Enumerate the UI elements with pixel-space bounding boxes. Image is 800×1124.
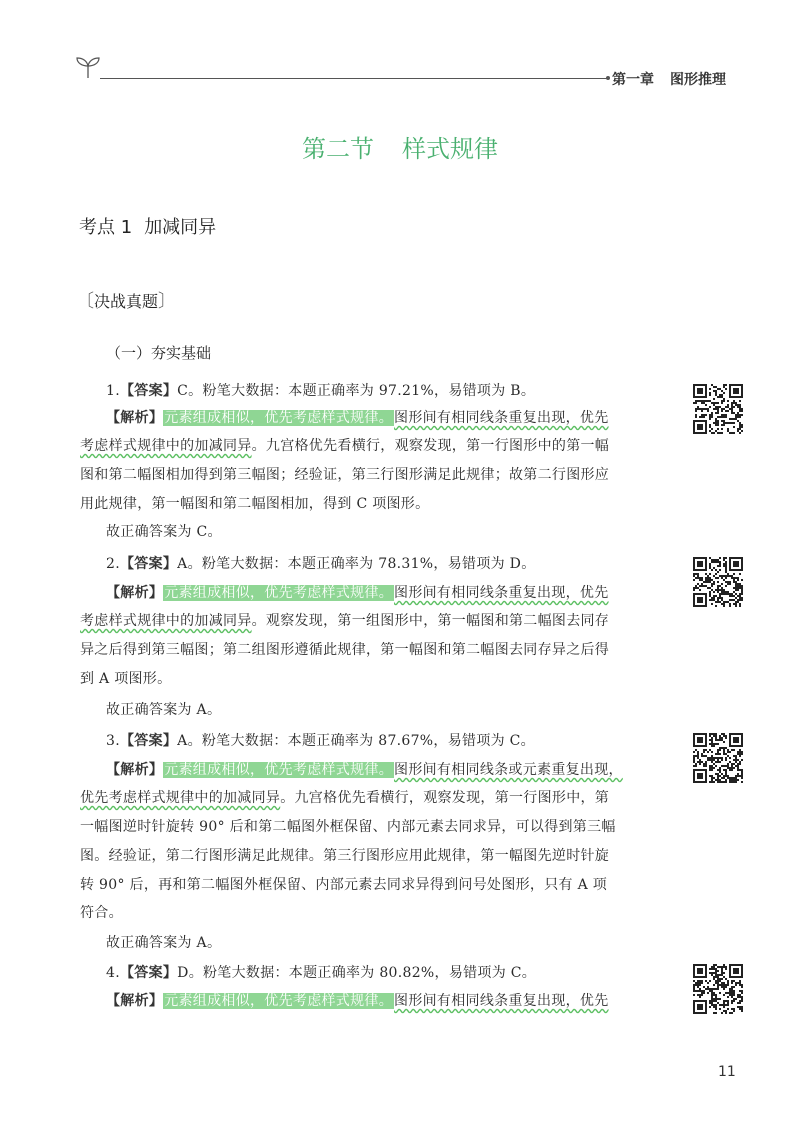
zhenti-heading <box>76 291 176 313</box>
sprout-icon <box>74 54 102 80</box>
qr-code-icon[interactable] <box>693 733 743 783</box>
qr-code-icon[interactable] <box>693 964 743 1014</box>
kaodian-name: 加减同异 <box>144 217 217 238</box>
subsection-heading: （一）夯实基础 <box>106 344 212 362</box>
q3-line: 优先考虑样式规律中的加减同异。九宫格优先看横行，观察发现，第一行图形中，第 <box>80 790 610 806</box>
q2-line: 到 A 项图形。 <box>80 671 172 687</box>
kaodian-label: 考点 1 <box>79 217 133 238</box>
q2-answer: 2.【答案】A。粉笔大数据：本题正确率为 78.31%，易错项为 D。 <box>106 556 536 572</box>
q3-line: 图。经验证，第二行图形满足此规律。第三行图形应用此规律，第一幅图先逆时针旋 <box>80 848 610 864</box>
q2-line: 异之后得到第三幅图；第二组图形遵循此规律，第一幅图和第二幅图去同存异之后得 <box>80 642 610 658</box>
q1-line: 用此规律，第一幅图和第二幅图相加，得到 C 项图形。 <box>80 496 430 512</box>
chapter-topic: 图形推理 <box>670 72 726 88</box>
q1-conclusion: 故正确答案为 C。 <box>106 524 222 540</box>
q3-answer: 3.【答案】A。粉笔大数据：本题正确率为 87.67%，易错项为 C。 <box>106 733 535 749</box>
q3-line: 符合。 <box>80 905 123 921</box>
section-number: 第二节 <box>302 135 374 163</box>
q2-conclusion: 故正确答案为 A。 <box>106 702 222 718</box>
section-title <box>0 134 800 164</box>
header-rule <box>100 78 608 79</box>
header-rule-end <box>606 76 610 80</box>
q3-conclusion: 故正确答案为 A。 <box>106 935 222 951</box>
chapter-label: 第一章 <box>612 72 654 88</box>
q1-analysis: 【解析】元素组成相似，优先考虑样式规律。图形间有相同线条重复出现，优先 <box>106 410 609 426</box>
bracket-close: 〕 <box>158 291 177 312</box>
q4-answer: 4.【答案】D。粉笔大数据：本题正确率为 80.82%，易错项为 C。 <box>106 965 537 981</box>
q2-highlight: 元素组成相似，优先考虑样式规律。 <box>164 585 394 601</box>
q1-answer: 1.【答案】C。粉笔大数据：本题正确率为 97.21%，易错项为 B。 <box>106 383 536 399</box>
q3-line: 转 90° 后，再和第二幅图外框保留、内部元素去同求异得到问号处图形，只有 A 项 <box>80 877 608 893</box>
qr-code-icon[interactable] <box>693 384 743 434</box>
q3-line: 一幅图逆时针旋转 90° 后和第二幅图外框保留、内部元素去同求异，可以得到第三幅 <box>80 819 616 835</box>
q3-highlight: 元素组成相似，优先考虑样式规律。 <box>164 762 394 778</box>
q4-highlight: 元素组成相似，优先考虑样式规律。 <box>164 993 394 1009</box>
q3-analysis: 【解析】元素组成相似，优先考虑样式规律。图形间有相同线条或元素重复出现， <box>106 762 623 778</box>
chapter-header <box>612 72 726 88</box>
q1-line: 图和第二幅图相加得到第三幅图；经验证，第三行图形满足此规律；故第二行图形应 <box>80 467 610 483</box>
bracket-open: 〔 <box>76 291 94 312</box>
q2-analysis: 【解析】元素组成相似，优先考虑样式规律。图形间有相同线条重复出现，优先 <box>106 585 609 601</box>
zhenti-text: 决战真题 <box>94 292 159 311</box>
q1-highlight: 元素组成相似，优先考虑样式规律。 <box>164 410 394 426</box>
qr-code-icon[interactable] <box>693 557 743 607</box>
q2-line: 考虑样式规律中的加减同异。观察发现，第一组图形中，第一幅图和第二幅图去同存 <box>80 613 610 629</box>
section-name: 样式规律 <box>402 135 498 163</box>
page-number: 11 <box>718 1064 736 1080</box>
kaodian-heading <box>79 216 216 240</box>
q4-analysis: 【解析】元素组成相似，优先考虑样式规律。图形间有相同线条重复出现，优先 <box>106 993 609 1009</box>
q1-line: 考虑样式规律中的加减同异。九宫格优先看横行，观察发现，第一行图形中的第一幅 <box>80 438 610 454</box>
